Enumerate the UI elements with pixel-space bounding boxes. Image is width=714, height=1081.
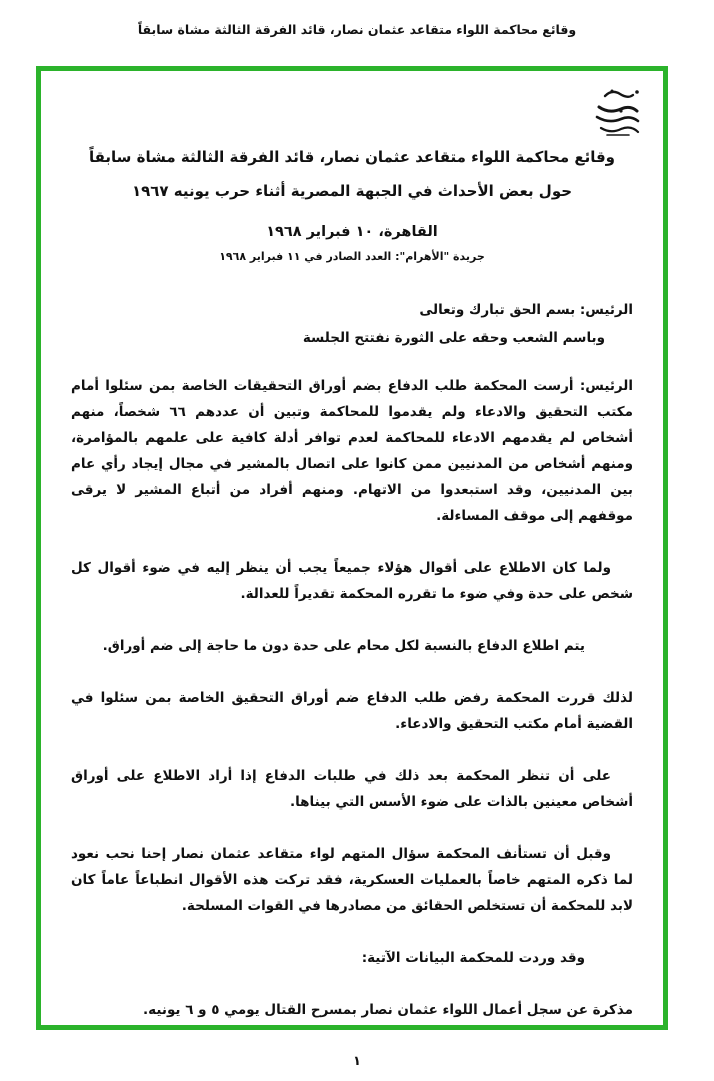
page-number: ١ — [353, 1054, 361, 1069]
source-line: جريدة "الأهرام": العدد الصادر في ١١ فبراير ١٩٦٨ — [219, 250, 485, 263]
paragraph: وقد وردت للمحكمة البيانات الآتية: — [361, 950, 585, 966]
paragraph: على أن تنظر المحكمة بعد ذلك في طلبات الدفاع إذا أراد الاطلاع على أوراق أشخاص معينين بالذات على ضوء الأسس التي بيناها. — [71, 768, 633, 810]
date-line: القاهرة، ١٠ فبراير ١٩٦٨ — [266, 224, 438, 240]
page-frame — [36, 66, 668, 1030]
paragraph: وقبل أن تستأنف المحكمة سؤال المتهم لواء متقاعد عثمان نصار إحنا نحب نعود لما ذكره المتهم خاصاً بالعمليات العسكرية، فقد تركت هذه الأقوال انطباعاً عاماً كان لابد للمحكمة أن تستخلص الحقائق من مصادرها في القوات المسلحة. — [71, 846, 633, 914]
paragraph: يتم اطلاع الدفاع بالنسبة لكل محام على حدة دون ما حاجة إلى ضم أوراق. — [102, 638, 585, 654]
title-block — [71, 147, 633, 200]
paragraph: الرئيس: أرست المحكمة طلب الدفاع بضم أوراق التحقيقات الخاصة بمن سئلوا أمام مكتب التحقيق والادعاء ولم يقدموا للمحاكمة وتبين أن عددهم ٦٦ شخصاً، منهم أشخاص لم يقدمهم الادعاء للمحاكمة لعدم توافر أدلة كافية على علمهم بالمؤامرة، ومنهم أشخاص من المدنيين ممن كانوا على اتصال بالمشير في مجال إيجاد رأي عام بين المدنيين، وقد استبعدوا من الاتهام. ومنهم أفراد من أتباع المشير لا يرقى موقفهم إلى موقف المساءلة. — [71, 378, 633, 524]
paragraph: الرئيس: بسم الحق تبارك وتعالى — [419, 302, 633, 318]
paragraph: وباسم الشعب وحقه على الثورة نفتتح الجلسة — [302, 330, 605, 346]
title-line-2: حول بعض الأحداث في الجبهة المصرية أثناء حرب يونيه ١٩٦٧ — [131, 182, 573, 200]
page-frame-inner — [41, 71, 663, 1025]
title-line-1: وقائع محاكمة اللواء متقاعد عثمان نصار، قائد الفرقة الثالثة مشاة سابقاً — [88, 148, 616, 166]
paragraph: مذكرة عن سجل أعمال اللواء عثمان نصار بمسرح القتال يومي ٥ و ٦ يونيه. — [143, 1002, 633, 1018]
paragraph: ولما كان الاطلاع على أقوال هؤلاء جميعاً يجب أن ينظر إليه في ضوء أقوال كل شخص على حدة وفي ضوء ما تقرره المحكمة تقديراً للعدالة. — [71, 560, 633, 602]
paragraph: لذلك قررت المحكمة رفض طلب الدفاع ضم أوراق التحقيق الخاصة بمن سئلوا في القضية أمام مكتب التحقيق والادعاء. — [71, 690, 633, 732]
calligraphy-seal-icon — [585, 87, 649, 139]
document-header-line: وقائع محاكمة اللواء متقاعد عثمان نصار، قائد الفرقة الثالثة مشاة سابقاً — [137, 22, 577, 37]
document-body — [71, 297, 633, 1023]
